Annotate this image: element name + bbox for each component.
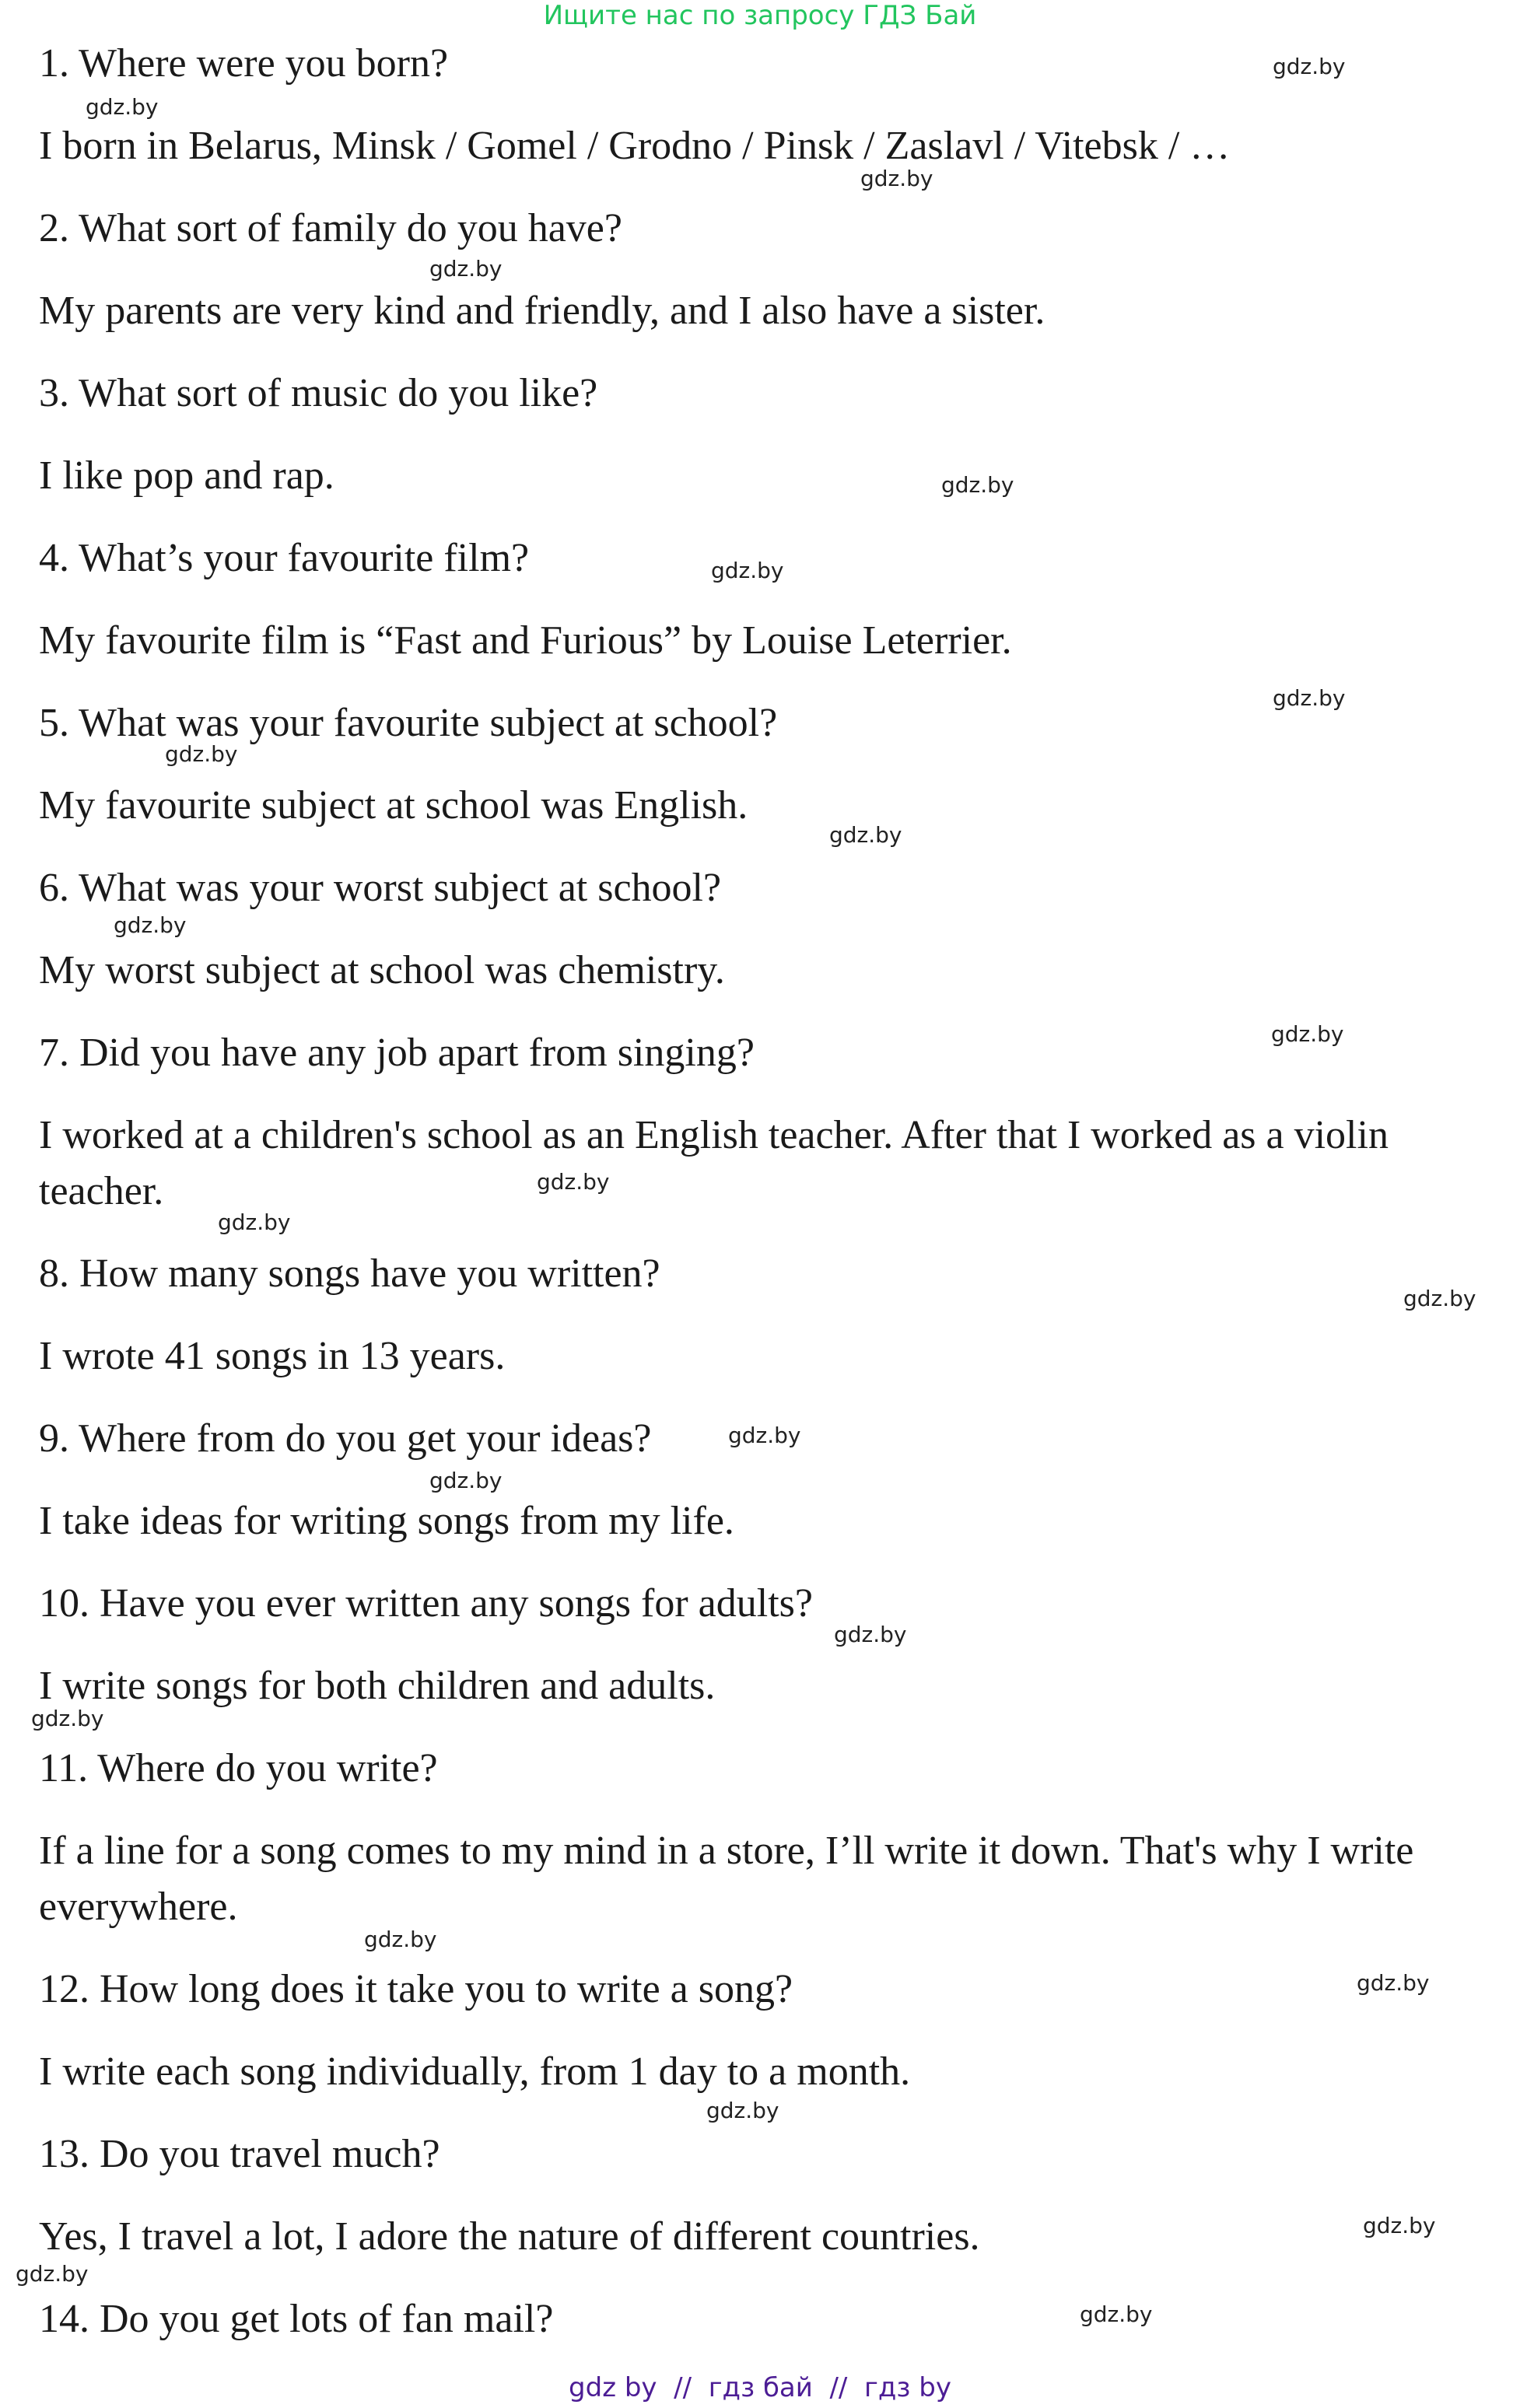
question-7: 7. Did you have any job apart from singing?: [39, 1031, 755, 1075]
answer-3: I like pop and rap.: [39, 453, 334, 498]
question-5: 5. What was your favourite subject at school?: [39, 701, 778, 745]
watermark: gdz.by: [860, 166, 933, 191]
top-banner: Ищите нас по запросу ГДЗ Бай: [543, 0, 977, 31]
watermark: gdz.by: [31, 1706, 104, 1731]
question-8: 8. How many songs have you written?: [39, 1251, 660, 1296]
watermark: gdz.by: [1403, 1286, 1476, 1311]
watermark: gdz.by: [218, 1209, 291, 1235]
watermark: gdz.by: [711, 558, 784, 583]
watermark: gdz.by: [364, 1927, 437, 1952]
question-1: 1. Where were you born?: [39, 41, 449, 86]
question-6: 6. What was your worst subject at school?: [39, 866, 722, 910]
question-2: 2. What sort of family do you have?: [39, 206, 622, 250]
question-4: 4. What’s your favourite film?: [39, 536, 530, 580]
watermark: gdz.by: [86, 94, 159, 120]
question-3: 3. What sort of music do you like?: [39, 371, 598, 415]
watermark: gdz.by: [165, 741, 238, 767]
answer-12: I write each song individually, from 1 day to a month.: [39, 2049, 911, 2094]
answer-4: My favourite film is “Fast and Furious” by Louise Leterrier.: [39, 618, 1012, 663]
watermark: gdz.by: [1080, 2301, 1153, 2327]
question-10: 10. Have you ever written any songs for adults?: [39, 1581, 813, 1626]
bottom-footer: gdz by // гдз бай // гдз by: [569, 2372, 951, 2403]
watermark: gdz.by: [834, 1622, 907, 1647]
watermark: gdz.by: [728, 1423, 801, 1448]
watermark: gdz.by: [1363, 2213, 1436, 2238]
watermark: gdz.by: [16, 2261, 89, 2287]
answer-2: My parents are very kind and friendly, and I also have a sister.: [39, 289, 1045, 333]
answer-11: If a line for a song comes to my mind in a store, I’ll write it down. That's why I write everywhere.: [39, 1829, 1414, 1929]
watermark: gdz.by: [429, 256, 503, 282]
answer-6: My worst subject at school was chemistry.: [39, 948, 725, 992]
watermark: gdz.by: [429, 1468, 503, 1493]
watermark: gdz.by: [706, 2098, 779, 2123]
watermark: gdz.by: [537, 1169, 610, 1195]
answer-8: I wrote 41 songs in 13 years.: [39, 1334, 506, 1378]
watermark: gdz.by: [1357, 1970, 1430, 1996]
answer-5: My favourite subject at school was English.: [39, 783, 748, 828]
watermark: gdz.by: [114, 912, 187, 938]
question-11: 11. Where do you write?: [39, 1746, 438, 1790]
answer-10: I write songs for both children and adults.: [39, 1664, 716, 1708]
answer-13: Yes, I travel a lot, I adore the nature of different countries.: [39, 2214, 980, 2259]
watermark: gdz.by: [1273, 685, 1346, 711]
answer-9: I take ideas for writing songs from my life.: [39, 1499, 734, 1543]
watermark: gdz.by: [941, 472, 1014, 498]
watermark: gdz.by: [829, 822, 902, 848]
question-9: 9. Where from do you get your ideas?: [39, 1416, 652, 1461]
watermark: gdz.by: [1271, 1021, 1344, 1047]
watermark: gdz.by: [1273, 54, 1346, 79]
question-12: 12. How long does it take you to write a song?: [39, 1967, 793, 2011]
answer-1: I born in Belarus, Minsk / Gomel / Grodno / Pinsk / Zaslavl / Vitebsk / …: [39, 124, 1231, 168]
answer-7: I worked at a children's school as an English teacher. After that I worked as a violin teacher.: [39, 1113, 1389, 1213]
question-14: 14. Do you get lots of fan mail?: [39, 2297, 554, 2341]
question-13: 13. Do you travel much?: [39, 2132, 440, 2176]
